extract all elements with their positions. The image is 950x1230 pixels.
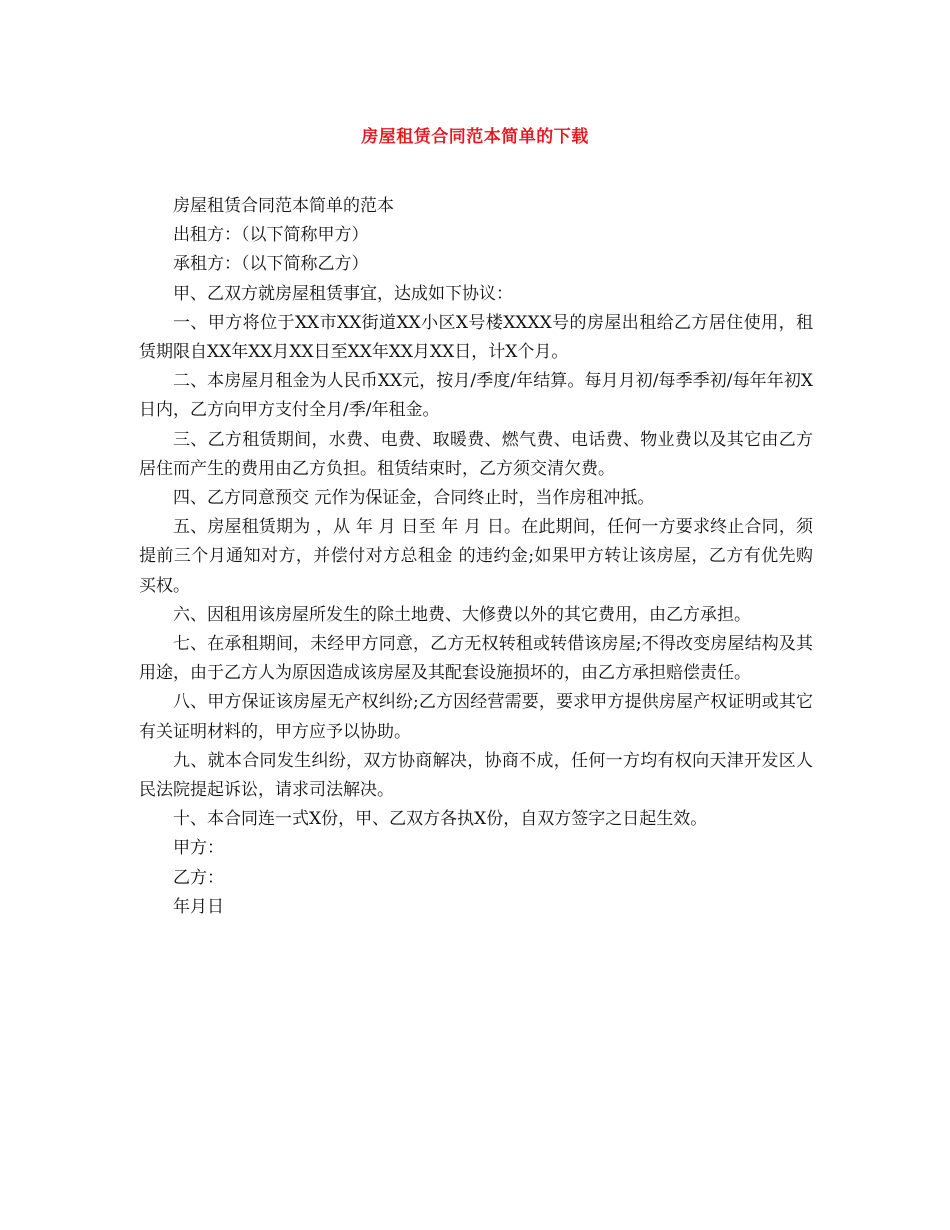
clause-10: 十、本合同连一式X份，甲、乙双方各执X份，自双方签字之日起生效。: [173, 809, 708, 830]
clause-4: 四、乙方同意预交 元作为保证金，合同终止时，当作房租冲抵。: [173, 488, 655, 509]
clause-2: 二、本房屋月租金为人民币XX元，按月/季度/年结算。每月月初/每季季初/每年年初X日内，乙方向甲方支付全月/季/年租金。: [139, 371, 813, 421]
paragraph-lessor: 出租方：（以下简称甲方）: [173, 225, 369, 246]
paragraph-lessee: 承租方：（以下简称乙方）: [173, 254, 369, 275]
signature-lessee: 乙方：: [173, 867, 224, 888]
clause-9: 九、就本合同发生纠纷，双方协商解决，协商不成，任何一方均有权向天津开发区人民法院提起诉讼，请求司法解决。: [139, 750, 813, 801]
clause-1: 一、甲方将位于XX市XX街道XX小区X号楼XXXX号的房屋出租给乙方居住使用，租赁期限自XX年XX月XX日至XX年XX月XX日，计X个月。: [139, 312, 813, 363]
clause-5: 五、房屋租赁期为 ，从 年 月 日至 年 月 日。在此期间，任何一方要求终止合同，须提前三个月通知对方，并偿付对方总租金 的违约金;如果甲方转让该房屋，乙方有优先购买权。: [139, 517, 813, 596]
clause-7: 七、在承租期间，未经甲方同意，乙方无权转租或转借该房屋;不得改变房屋结构及其用途，由于乙方人为原因造成该房屋及其配套设施损坏的，由乙方承担赔偿责任。: [139, 634, 813, 684]
paragraph-subtitle: 房屋租赁合同范本简单的范本: [173, 196, 394, 216]
clause-8: 八、甲方保证该房屋无产权纠纷;乙方因经营需要，要求甲方提供房屋产权证明或其它有关证明材料的，甲方应予以协助。: [139, 692, 813, 742]
paragraph-agreement-intro: 甲、乙双方就房屋租赁事宜，达成如下协议：: [173, 283, 513, 304]
clause-6: 六、因租用该房屋所发生的除土地费、大修费以外的其它费用，由乙方承担。: [173, 604, 751, 625]
signature-date: 年月日: [173, 896, 224, 917]
clause-3: 三、乙方租赁期间，水费、电费、取暖费、燃气费、电话费、物业费以及其它由乙方居住而产生的费用由乙方负担。租赁结束时，乙方须交清欠费。: [139, 429, 813, 479]
signature-lessor: 甲方：: [173, 838, 224, 859]
document-title: 房屋租赁合同范本简单的下载: [361, 127, 589, 147]
document-body: [139, 192, 813, 922]
